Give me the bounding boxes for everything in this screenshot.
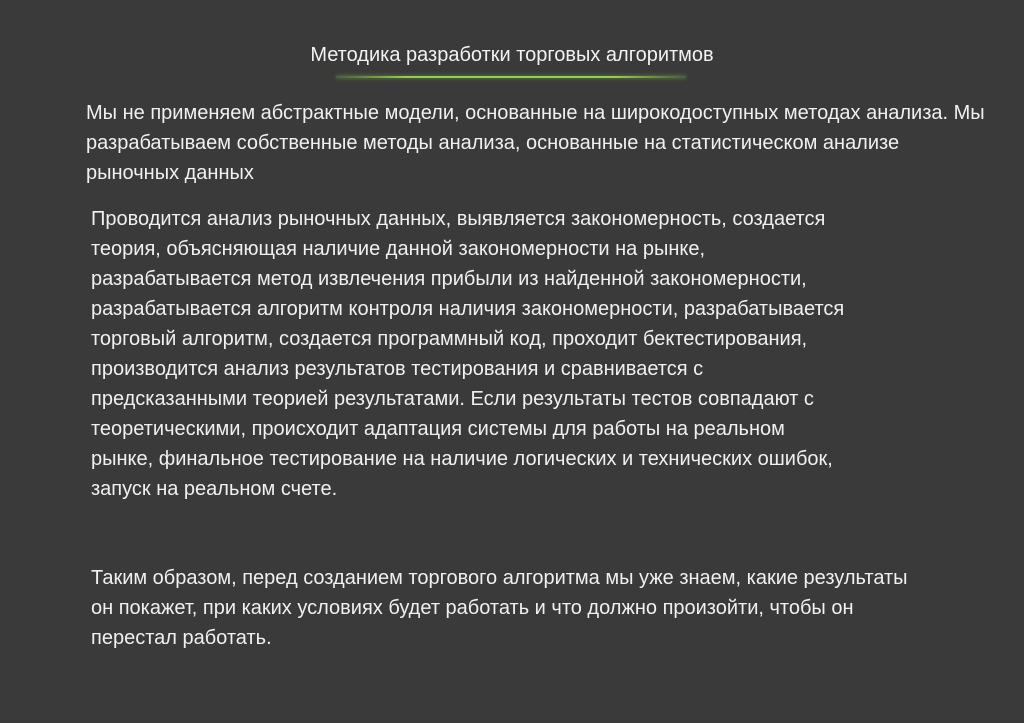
title-underline [336, 76, 686, 78]
conclusion-paragraph: Таким образом, перед созданием торгового алгоритма мы уже знаем, какие результаты он покажет, при каких условиях будет работать и что должно произойти, чтобы он перестал работать. [91, 567, 908, 649]
process-paragraph: Проводится анализ рыночных данных, выявляется закономерность, создается теория, объясняющая наличие данной закономерности на рынке, разрабатывается метод извлечения прибыли из найденной закономерности, разрабатывается алгоритм контроля наличия закономерности, разрабатывается торговый алгоритм, создается программный код, проходит бектестирования, производится анализ результатов тестирования и сравнивается с предсказанными теорией результатами. Если результаты тестов совпадают с теоретическими, происходит адаптация системы для работы на реальном рынке, финальное тестирование на наличие логических и технических ошибок, запуск на реальном счете. [91, 208, 845, 500]
intro-paragraph: Мы не применяем абстрактные модели, основанные на широкодоступных методах анализа. Мы разрабатываем собственные методы анализа, основанные на статистическом анализе рыночных данных [86, 102, 985, 184]
slide-title: Методика разработки торговых алгоритмов [310, 44, 714, 66]
